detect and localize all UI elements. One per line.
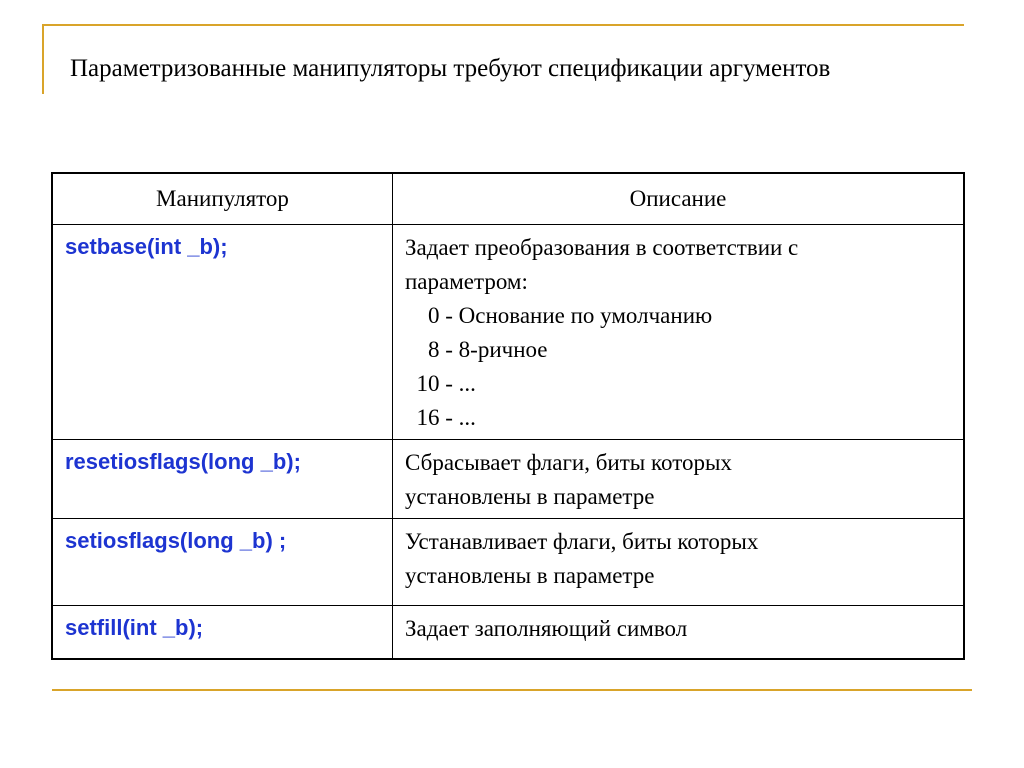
manipulator-setbase: setbase(int _b); (65, 234, 228, 259)
description-line: 10 - ... (405, 371, 476, 396)
manipulator-cell (52, 225, 393, 440)
description-line: Задает преобразования в соответствии с (405, 235, 799, 260)
header-manipulator: Манипулятор (52, 173, 393, 225)
table-header-row (52, 173, 964, 225)
description-cell (393, 440, 965, 519)
manipulator-cell (52, 519, 393, 606)
manipulators-table (51, 172, 965, 660)
manipulator-cell (52, 440, 393, 519)
bottom-accent-line (52, 689, 972, 691)
slide-title: Параметризованные манипуляторы требуют спецификации аргументов (70, 55, 831, 82)
table-row (52, 225, 964, 440)
table-row (52, 440, 964, 519)
description-line: установлены в параметре (405, 563, 655, 588)
table-row (52, 606, 964, 660)
description-line: Устанавливает флаги, биты которых (405, 529, 759, 554)
manipulator-setiosflags: setiosflags(long _b) ; (65, 528, 287, 553)
description-line: 8 - 8-ричное (405, 337, 548, 362)
description-line: 16 - ... (405, 405, 476, 430)
top-accent-line (42, 24, 964, 26)
manipulator-resetiosflags: resetiosflags(long _b); (65, 449, 301, 474)
left-accent-line (42, 24, 44, 94)
description-line: Сбрасывает флаги, биты которых (405, 450, 732, 475)
description-line: 0 - Основание по умолчанию (405, 303, 713, 328)
description-line: Задает заполняющий символ (405, 616, 688, 641)
description-cell (393, 606, 965, 660)
header-description: Описание (393, 173, 965, 225)
description-cell (393, 519, 965, 606)
description-line: параметром: (405, 269, 528, 294)
manipulator-cell (52, 606, 393, 660)
manipulator-setfill: setfill(int _b); (65, 615, 204, 640)
description-cell (393, 225, 965, 440)
table-row (52, 519, 964, 606)
description-line: установлены в параметре (405, 484, 655, 509)
